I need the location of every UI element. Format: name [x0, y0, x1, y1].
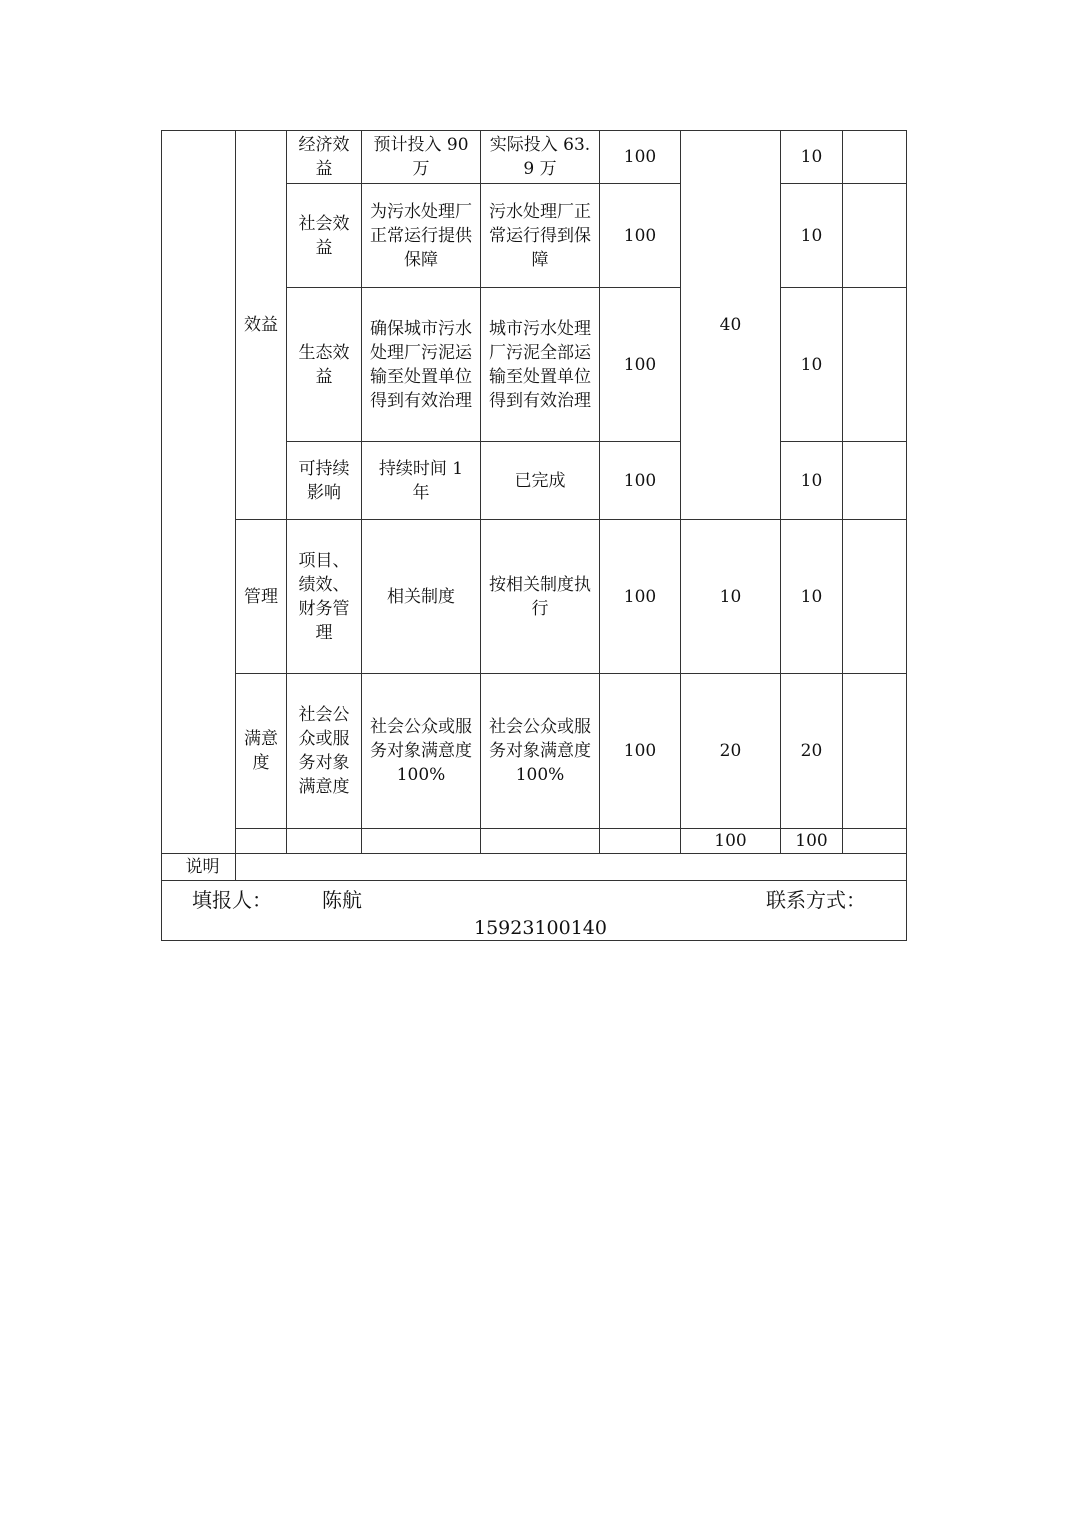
remark-cell: [843, 288, 907, 442]
remark-cell: [843, 442, 907, 520]
actual-value: 污水处理厂正常运行得到保障: [481, 184, 600, 288]
empty-cell: [287, 829, 362, 854]
total-score: 100: [781, 829, 843, 854]
note-label: 说明: [162, 854, 236, 881]
empty-cell: [600, 829, 681, 854]
remark-cell: [843, 184, 907, 288]
table-row: [162, 520, 907, 674]
empty-category-cell: [162, 131, 236, 854]
category-benefit: 效益: [236, 131, 287, 520]
empty-cell: [236, 829, 287, 854]
full-score: 100: [600, 442, 681, 520]
score: 10: [781, 184, 843, 288]
sub-indicator: 经济效益: [287, 131, 362, 184]
footer-row: [162, 881, 907, 941]
sub-indicator: 生态效益: [287, 288, 362, 442]
target-value: 预计投入 90 万: [362, 131, 481, 184]
target-value: 社会公众或服务对象满意度 100%: [362, 674, 481, 829]
score: 10: [781, 520, 843, 674]
category-weight: 40: [681, 131, 781, 520]
contact-phone: 15923100140: [474, 916, 607, 939]
table-row: [162, 674, 907, 829]
note-content: [236, 854, 907, 881]
full-score: 100: [600, 288, 681, 442]
target-value: 相关制度: [362, 520, 481, 674]
target-value: 确保城市污水处理厂污泥运输至处置单位得到有效治理: [362, 288, 481, 442]
sub-indicator: 可持续影响: [287, 442, 362, 520]
category-management: 管理: [236, 520, 287, 674]
note-row: [162, 854, 907, 881]
score: 20: [781, 674, 843, 829]
category-weight: 10: [681, 520, 781, 674]
full-score: 100: [600, 520, 681, 674]
full-score: 100: [600, 131, 681, 184]
filler-name: 陈航: [322, 887, 362, 912]
target-value: 持续时间 1 年: [362, 442, 481, 520]
actual-value: 已完成: [481, 442, 600, 520]
full-score: 100: [600, 184, 681, 288]
score: 10: [781, 442, 843, 520]
remark-cell: [843, 131, 907, 184]
total-weight: 100: [681, 829, 781, 854]
category-satisfaction: 满意度: [236, 674, 287, 829]
category-weight: 20: [681, 674, 781, 829]
actual-value: 社会公众或服务对象满意度 100%: [481, 674, 600, 829]
footer-cell: [162, 881, 907, 941]
actual-value: 按相关制度执行: [481, 520, 600, 674]
totals-row: [162, 829, 907, 854]
empty-cell: [481, 829, 600, 854]
filler-label: 填报人：: [192, 887, 272, 912]
sub-indicator: 项目、绩效、财务管理: [287, 520, 362, 674]
sub-indicator: 社会公众或服务对象满意度: [287, 674, 362, 829]
remark-cell: [843, 520, 907, 674]
empty-cell: [362, 829, 481, 854]
score: 10: [781, 131, 843, 184]
remark-cell: [843, 829, 907, 854]
contact-label: 联系方式：: [766, 887, 866, 912]
actual-value: 城市污水处理厂污泥全部运输至处置单位得到有效治理: [481, 288, 600, 442]
actual-value: 实际投入 63.9 万: [481, 131, 600, 184]
performance-evaluation-table: [161, 130, 907, 941]
score: 10: [781, 288, 843, 442]
target-value: 为污水处理厂正常运行提供保障: [362, 184, 481, 288]
full-score: 100: [600, 674, 681, 829]
table-row: [162, 131, 907, 184]
remark-cell: [843, 674, 907, 829]
sub-indicator: 社会效益: [287, 184, 362, 288]
